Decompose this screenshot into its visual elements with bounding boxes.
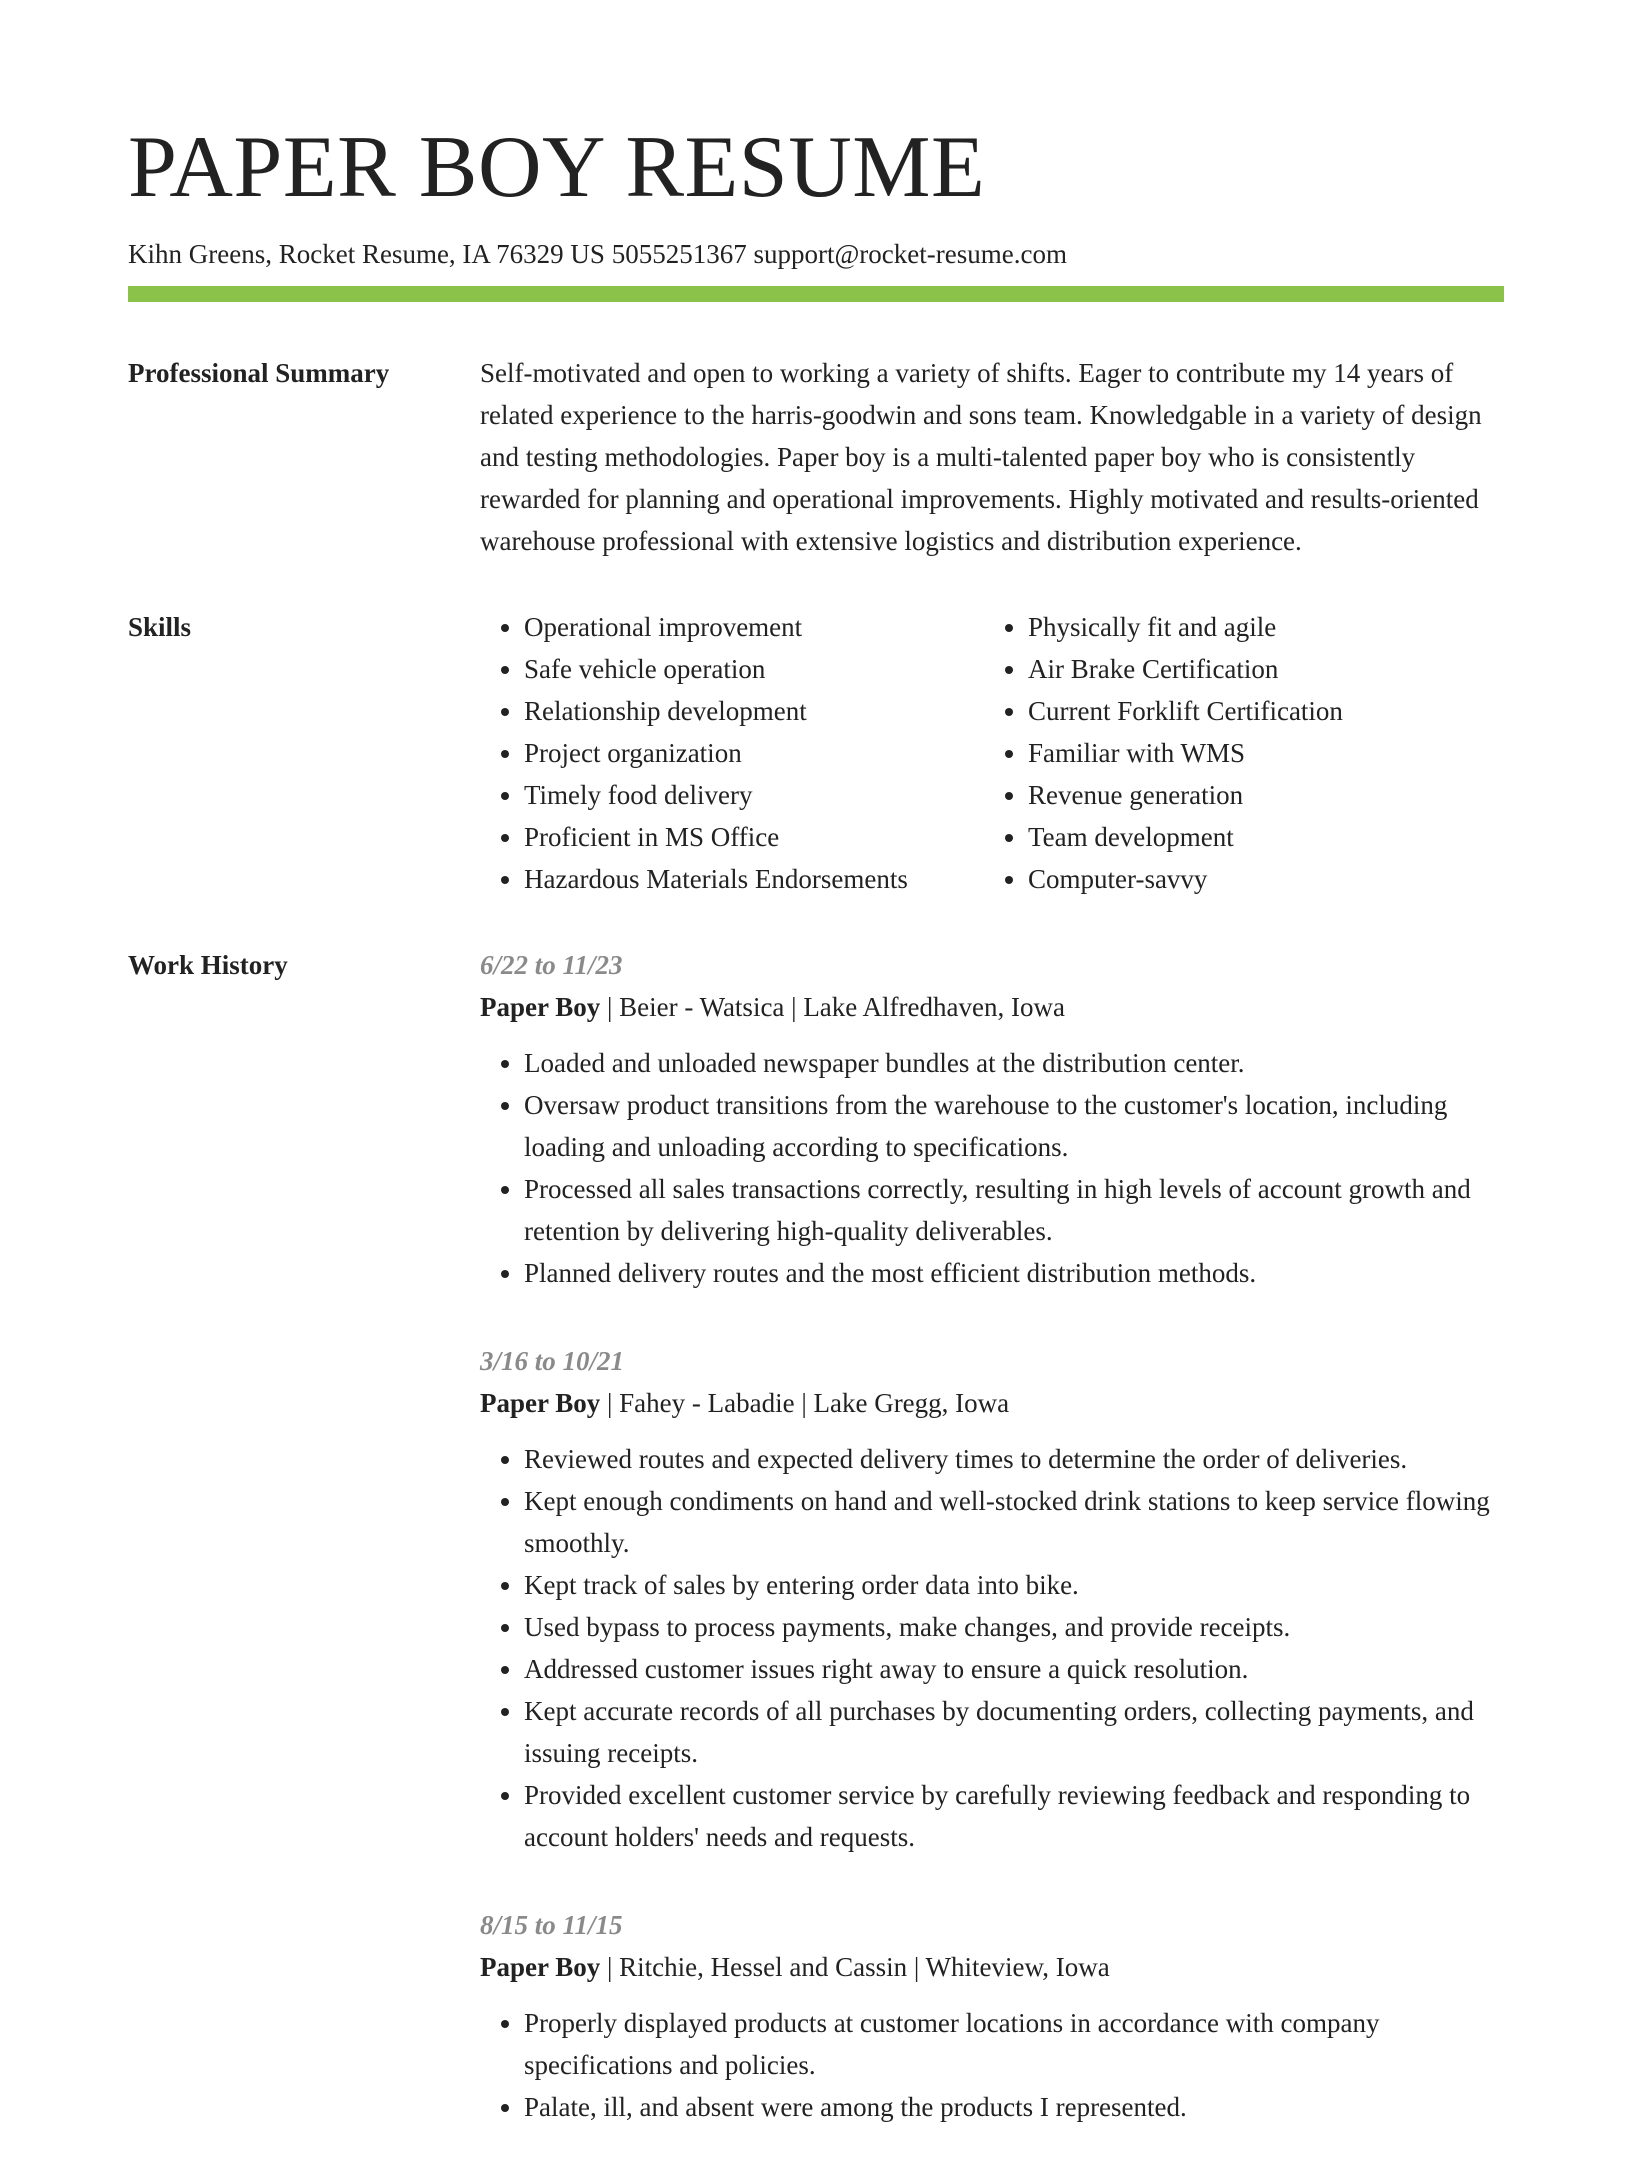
job-bullet: • Loaded and unloaded newspaper bundles at the distribution center.: [524, 1042, 1504, 1084]
skill-item: • Familiar with WMS: [1028, 732, 1343, 774]
contact-line: Kihn Greens, Rocket Resume, IA 76329 US 5055251367 support@rocket-resume.com: [128, 238, 1067, 269]
job-title: Paper Boy: [480, 1387, 601, 1418]
resume-page: [128, 120, 1504, 2174]
job-heading: [480, 986, 1504, 1028]
job-bullets: [480, 2002, 1504, 2128]
job-bullet: • Palate, ill, and absent were among the products I represented.: [524, 2086, 1504, 2128]
skill-item: • Project organization: [524, 732, 984, 774]
job-title: Paper Boy: [480, 1951, 601, 1982]
skill-item: • Revenue generation: [1028, 774, 1343, 816]
job-bullet: • Used bypass to process payments, make changes, and provide receipts.: [524, 1606, 1504, 1648]
job-bullet: • Properly displayed products at customer locations in accordance with company specifications and policies.: [524, 2002, 1504, 2086]
job-bullets: [480, 1438, 1504, 1858]
summary-heading: Professional Summary: [128, 357, 390, 388]
job-dates: 6/22 to 11/23: [480, 949, 623, 980]
job-bullet: • Addressed customer issues right away to ensure a quick resolution.: [524, 1648, 1504, 1690]
job-bullet: • Kept accurate records of all purchases by documenting orders, collecting payments, and issuing receipts.: [524, 1690, 1504, 1774]
resume-title: PAPER BOY RESUME: [128, 119, 986, 216]
skill-item: • Operational improvement: [524, 606, 984, 648]
skill-item: • Timely food delivery: [524, 774, 984, 816]
job-entry: [480, 944, 1504, 1294]
job-entry: [480, 1904, 1504, 2128]
job-bullet: • Kept enough condiments on hand and well-stocked drink stations to keep service flowing smoothly.: [524, 1480, 1504, 1564]
work-history-section: [128, 944, 1504, 2174]
accent-divider: [128, 286, 1504, 302]
job-dates: 8/15 to 11/15: [480, 1909, 623, 1940]
skill-item: • Hazardous Materials Endorsements: [524, 858, 984, 900]
summary-text: Self-motivated and open to working a variety of shifts. Eager to contribute my 14 years of related experience to the harris-goodwin and sons team. Knowledgable in a variety of design and testing methodologies. Paper boy is a multi-talented paper boy who is consistently rewarded for planning and operational improvements. Highly motivated and results-oriented warehouse professional with extensive logistics and distribution experience.: [480, 357, 1482, 556]
skill-item: • Proficient in MS Office: [524, 816, 984, 858]
job-details: | Beier - Watsica | Lake Alfredhaven, Iowa: [600, 991, 1065, 1022]
skill-item: • Physically fit and agile: [1028, 606, 1343, 648]
skills-list-right: [984, 606, 1343, 900]
job-bullet: • Kept track of sales by entering order data into bike.: [524, 1564, 1504, 1606]
job-bullet: • Oversaw product transitions from the warehouse to the customer's location, including loading and unloading according to specifications.: [524, 1084, 1504, 1168]
job-heading: [480, 1946, 1504, 1988]
job-bullet: • Provided excellent customer service by carefully reviewing feedback and responding to account holders' needs and requests.: [524, 1774, 1504, 1858]
summary-section: [128, 352, 1504, 562]
job-heading: [480, 1382, 1504, 1424]
job-title: Paper Boy: [480, 991, 601, 1022]
job-bullet: • Reviewed routes and expected delivery times to determine the order of deliveries.: [524, 1438, 1504, 1480]
job-list: [480, 944, 1504, 2174]
skill-item: • Air Brake Certification: [1028, 648, 1343, 690]
job-bullet: • Planned delivery routes and the most efficient distribution methods.: [524, 1252, 1504, 1294]
job-details: | Ritchie, Hessel and Cassin | Whiteview, Iowa: [600, 1951, 1110, 1982]
job-bullet: • Processed all sales transactions correctly, resulting in high levels of account growth and retention by delivering high-quality deliverables.: [524, 1168, 1504, 1252]
job-bullets: [480, 1042, 1504, 1294]
job-details: | Fahey - Labadie | Lake Gregg, Iowa: [600, 1387, 1010, 1418]
skill-item: • Relationship development: [524, 690, 984, 732]
job-entry: [480, 1340, 1504, 1858]
skills-heading: Skills: [128, 611, 192, 642]
work-history-heading: Work History: [128, 949, 288, 980]
job-dates: 3/16 to 10/21: [480, 1345, 625, 1376]
skill-item: • Team development: [1028, 816, 1343, 858]
skills-section: [128, 606, 1504, 900]
skill-item: • Safe vehicle operation: [524, 648, 984, 690]
skill-item: • Computer-savvy: [1028, 858, 1343, 900]
skills-list-left: [480, 606, 984, 900]
skill-item: • Current Forklift Certification: [1028, 690, 1343, 732]
